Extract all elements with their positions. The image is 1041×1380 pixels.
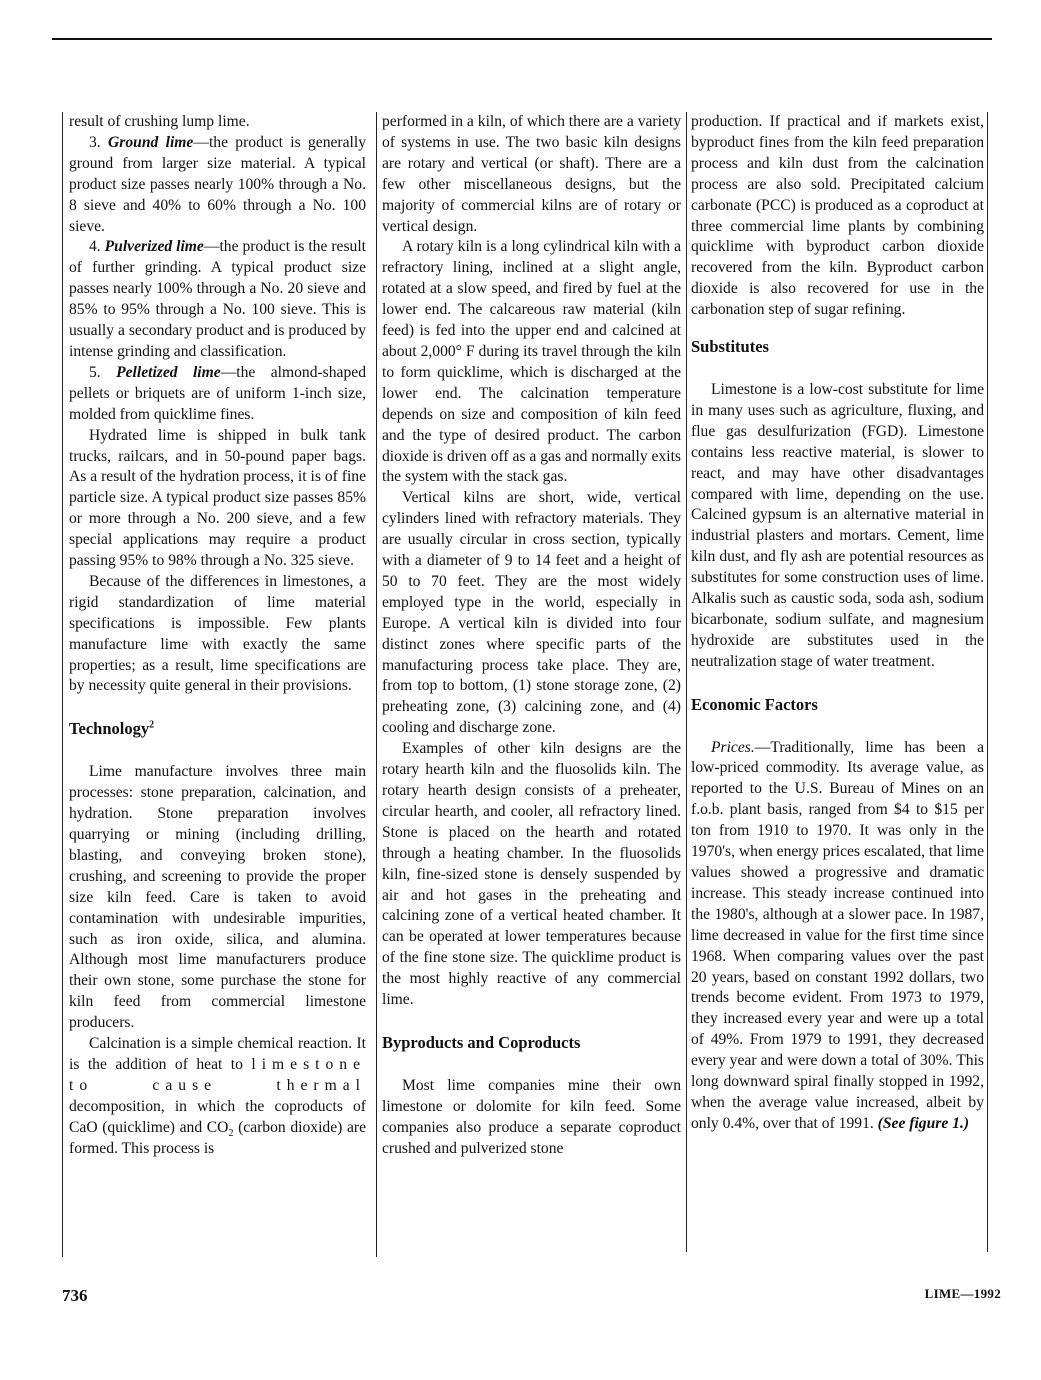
figure-reference: (See figure 1.) [877, 1114, 970, 1132]
footnote-marker: 2 [149, 719, 155, 731]
heading-text: Technology [69, 719, 150, 739]
term-ground-lime: Ground lime [108, 133, 194, 151]
text-span: Calcination is a simple chemical reaction. It is the addition of heat to [69, 1035, 366, 1073]
section-heading-byproducts: Byproducts and Coproducts [382, 1032, 581, 1052]
term-pulverized-lime: Pulverized lime [104, 238, 204, 256]
paragraph: Vertical kilns are short, wide, vertical cylinders lined with refractory materials. They are usually circular in cross section, typically with a diameter of 9 to 14 feet and a height of 50 to 70 feet. They are the most widely employed type in the world, especially in Europe. A vertical kiln is divided into four distinct zones where specific parts of the manufacturing process take place. They are, from top to bottom, (1) stone storage zone, (2) preheating zone, (3) calcining zone, and (4) cooling and discharge zone. [382, 489, 681, 737]
paragraph: Examples of other kiln designs are the rotary hearth kiln and the fluosolids kiln. The rotary hearth design consists of a preheater, circular hearth, and cooler, all refractory lined. Stone is placed on the hearth and rotated through a heating chamber. In the fluosolids kiln, fine-sized stone is densely suspended by air and hot gases in the preheating and calcining zone of a vertical heated chamber. It can be operated at lower temperatures because of the fine stone size. The quicklime product is the most highly reactive of any commercial lime. [382, 740, 681, 1009]
paragraph: result of crushing lump lime. [69, 113, 250, 130]
paragraph-prices [691, 738, 984, 1135]
header-rule [52, 38, 992, 40]
section-heading-technology [69, 719, 366, 740]
running-footer: LIME—1992 [924, 1286, 1001, 1301]
column-left [62, 112, 366, 1257]
definition-text: —the almond-shaped pellets or briquets are of uniform 1-inch size, molded from quicklime fines. [69, 363, 366, 423]
paragraph: Because of the differences in limestones, a rigid standardization of lime material specifications is impossible. Few plants manufacture lime with exactly the same properties; as a result, lime specifications are by necessity quite general in their provisions. [69, 572, 366, 695]
definition-text: —the product is the result of further grinding. A typical product size passes nearly 100% through a No. 20 sieve and 85% to 95% through a No. 100 sieve. This is usually a secondary product and is produced by intense grinding and classification. [69, 238, 366, 360]
list-item-pulverized-lime [69, 237, 366, 362]
page-number: 736 [62, 1286, 88, 1305]
text-span: decomposition, in which the coproducts of CaO (quicklime) and CO [69, 1097, 366, 1136]
list-item-pelletized-lime [69, 363, 366, 426]
section-heading-economic-factors: Economic Factors [691, 694, 818, 714]
paragraph: Limestone is a low-cost substitute for lime in many uses such as agriculture, fluxing, and flue gas desulfurization (FGD). Limestone contains less reactive material, is slower to react, and may have other disadvantages compared with lime, depending on the use. Calcined gypsum is an alternative material in industrial plasters and mortars. Cement, lime kiln dust, and fly ash are potential resources as substitutes for some construction uses of lime. Alkalis such as caustic soda, soda ash, sodium bicarbonate, sodium sulfate, and magnesium hydroxide are substitutes used in the neutralization stage of water treatment. [691, 380, 984, 670]
term-prices: Prices. [711, 738, 755, 756]
subscript: 2 [228, 1127, 234, 1139]
paragraph: production. If practical and if markets exist, byproduct fines from the kiln feed preparation process and kiln dust from the calcination process are also sold. Precipitated calcium carbonate (PCC) is produced as a coproduct at three commercial lime plants by combining quicklime with byproduct carbon dioxide recovered from the kiln. Byproduct carbon dioxide is also recovered for use in the carbonation step of sugar refining. [691, 113, 984, 319]
paragraph: performed in a kiln, of which there are a variety of systems in use. The two basic kiln designs are rotary and vertical (or shaft). There are a few other miscellaneous designs, but the majority of commercial kilns are of rotary or vertical design. [382, 113, 681, 235]
text-span: (carbon dioxide) are formed. This process is [69, 1118, 366, 1157]
list-number: 3. [89, 133, 101, 151]
text-span: —Traditionally, lime has been a low-priced commodity. Its average value, as reported to the U.S. Bureau of Mines on an f.o.b. plant basis, ranged from $4 to $15 per ton from 1910 to 1970. It was only in the 1970's, when energy prices escalated, that lime values showed a progressive and dramatic increase. This steady increase continued into the 1980's, although at a slower pace. In 1987, lime decreased in value for the first time since 1968. When comparing values over the past 20 years, based on constant 1992 dollars, two trends become evident. From 1973 to 1979, they increased every year and were up a total of 49%. From 1979 to 1991, they decreased every year and were down a total of 30%. This long downward spiral finally stopped in 1992, when the average value increased, albeit by only 0.4%, over that of 1991. [691, 738, 984, 1132]
term-pelletized-lime: Pelletized lime [116, 363, 221, 381]
paragraph-calcination [69, 1034, 366, 1159]
paragraph: A rotary kiln is a long cylindrical kiln with a refractory lining, inclined at a slight angle, rotated at a slow speed, and fired by fuel at the lower end. The calcareous raw material (kiln feed) is fed into the upper end and calcined at about 2,000° F during its travel through the kiln to form quicklime, which is discharged at the lower end. The calcination temperature depends on size and composition of kiln feed and the type of desired product. The carbon dioxide is driven off as a gas and normally exits the system with the stack gas. [382, 238, 681, 486]
column-middle [376, 112, 681, 1257]
column-right [686, 112, 988, 1252]
list-item-ground-lime [69, 133, 366, 238]
list-number: 4. [89, 238, 101, 256]
list-number: 5. [89, 363, 101, 381]
paragraph: Most lime companies mine their own limestone or dolomite for kiln feed. Some companies also produce a separate coproduct crushed and pulverized stone [382, 1076, 681, 1157]
section-heading-substitutes: Substitutes [691, 337, 769, 357]
paragraph: Hydrated lime is shipped in bulk tank trucks, railcars, and in 50-pound paper bags. As a result of the hydration process, it is of fine particle size. A typical product size passes 85% or more through a No. 200 sieve, and a few special applications may require a product passing 95% to 98% through a No. 325 sieve. [69, 426, 366, 570]
definition-text: —the product is generally ground from larger size material. A typical product size passes nearly 100% through a No. 8 sieve and 40% to 60% through a No. 100 sieve. [69, 133, 366, 235]
paragraph: Lime manufacture involves three main processes: stone preparation, calcination, and hydration. Stone preparation involves quarrying or mining (including drilling, blasting, and conveying broken stone), crushing, and screening to provide the proper size kiln feed. Care is taken to avoid contamination with undesirable impurities, such as iron oxide, silica, and alumina. Although most lime manufacturers produce their own stone, some purchase the stone for kiln feed from commercial limestone producers. [69, 763, 366, 1032]
text-span: limestone to cause thermal [69, 1055, 366, 1094]
